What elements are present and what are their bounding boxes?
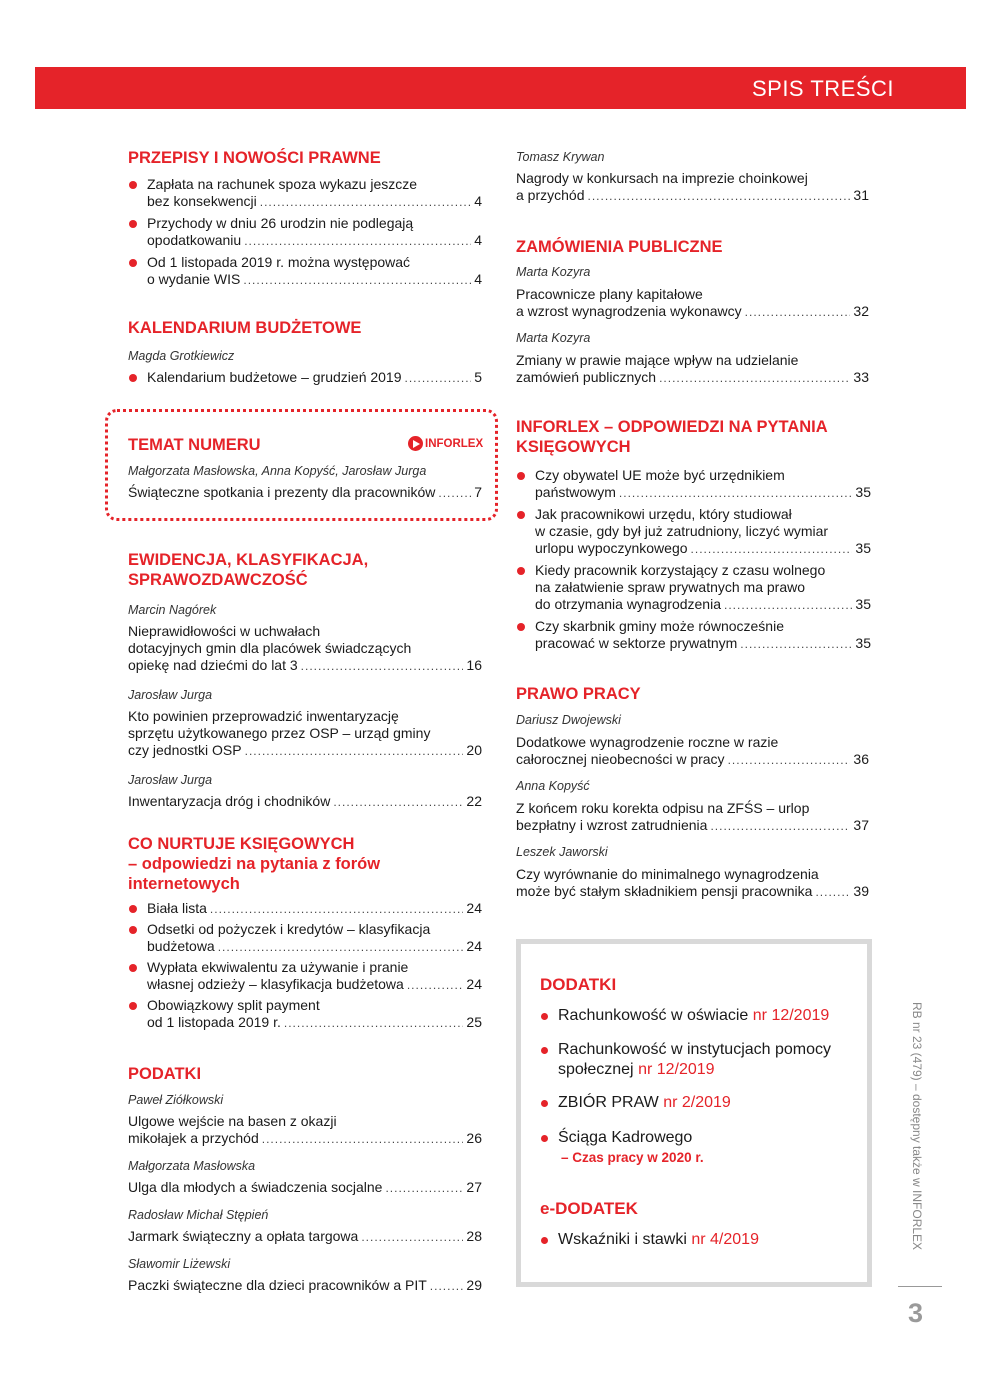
- toc-item-text: Czy skarbnik gminy może równocześnie: [535, 618, 784, 634]
- toc-item[interactable]: [128, 1277, 482, 1295]
- side-caption-text: RB nr 23 (479) – dostępny także w INFORLEX: [910, 1001, 924, 1251]
- supplement-name: społecznej: [558, 1061, 634, 1078]
- author: Anna Kopyść: [516, 779, 590, 793]
- toc-item-text: opiekę nad dziećmi do lat 3: [128, 657, 298, 673]
- author: Marta Kozyra: [516, 265, 591, 279]
- section-inforlex: [516, 417, 871, 653]
- author: Paweł Ziółkowski: [128, 1093, 224, 1107]
- author: Sławomir Liżewski: [128, 1257, 231, 1271]
- page-number: 32: [853, 303, 869, 319]
- section-title: internetowych: [128, 875, 240, 893]
- page-title: SPIS TREŚCI: [751, 76, 894, 101]
- author: Marcin Nagórek: [128, 603, 217, 617]
- section-nurtuje: [128, 834, 482, 1032]
- page-number: 24: [466, 976, 482, 992]
- toc-item-text: sprzętu użytkowanego przez OSP – urząd gminy: [128, 725, 431, 741]
- section-title: EWIDENCJA, KLASYFIKACJA,: [128, 551, 369, 569]
- supplement-name: Ściąga Kadrowego: [558, 1129, 693, 1146]
- author: Marta Kozyra: [516, 331, 591, 345]
- toc-item[interactable]: [128, 484, 482, 502]
- supplement-name: ZBIÓR PRAW: [558, 1094, 659, 1111]
- toc-item-text: Czy wyrównanie do minimalnego wynagrodzenia: [516, 866, 819, 882]
- toc-item-text: Jak pracownikowi urzędu, który studiował: [535, 506, 792, 522]
- section-continued: [516, 149, 869, 205]
- toc-item[interactable]: [516, 734, 869, 769]
- section-prawo-pracy: [516, 684, 869, 901]
- toc-item-text: urlopu wypoczynkowego: [535, 540, 688, 556]
- toc-item-text: od 1 listopada 2019 r.: [147, 1014, 281, 1030]
- leader-dots: [245, 743, 464, 760]
- page-number: 7: [474, 484, 482, 500]
- toc-item-text: Świąteczne spotkania i prezenty dla pracowników: [128, 484, 436, 500]
- toc-item-text: Obowiązkowy split payment: [147, 997, 320, 1013]
- header-banner: [35, 67, 966, 109]
- toc-item[interactable]: [516, 170, 869, 205]
- toc-item-text: dotacyjnych gmin dla placówek świadczących: [128, 640, 412, 656]
- toc-item[interactable]: [128, 997, 482, 1032]
- page-number: 28: [466, 1228, 482, 1244]
- toc-item[interactable]: [516, 286, 869, 321]
- toc-item[interactable]: [516, 506, 871, 558]
- supplement-item[interactable]: [540, 1093, 860, 1113]
- supplements-box: [516, 939, 872, 1287]
- toc-item-text: zamówień publicznych: [516, 369, 657, 385]
- section-title: PRZEPISY I NOWOŚCI PRAWNE: [128, 149, 381, 167]
- toc-item-text: Czy obywatel UE może być urzędnikiem: [535, 467, 785, 483]
- toc-item-text: Zmiany w prawie mające wpływ na udzielanie: [516, 352, 799, 368]
- toc-item-text: Ulga dla młodych a świadczenia socjalne: [128, 1179, 383, 1195]
- section-kalendarium: [128, 318, 482, 387]
- leader-dots: [587, 188, 850, 205]
- page-number: 24: [466, 900, 482, 916]
- author: Małgorzata Masłowska: [128, 1159, 256, 1173]
- toc-item[interactable]: [516, 562, 871, 614]
- section-title: CO NURTUJE KSIĘGOWYCH: [128, 835, 355, 853]
- toc-item-text: opodatkowaniu: [147, 232, 242, 248]
- toc-item[interactable]: [128, 254, 482, 289]
- toc-item-text: budżetowa: [147, 938, 215, 954]
- page-number: 26: [466, 1130, 482, 1146]
- toc-item-text: do otrzymania wynagrodzenia: [535, 596, 721, 612]
- leader-dots: [405, 370, 472, 387]
- supplement-issue: nr 12/2019: [752, 1007, 830, 1024]
- page-number: 33: [853, 369, 869, 385]
- toc-item-text: Inwentaryzacja dróg i chodników: [128, 793, 331, 809]
- toc-item-text: całorocznej nieobecności w pracy: [516, 751, 725, 767]
- logo-text: INFORLEX: [425, 437, 484, 450]
- supplement-name: Rachunkowość w oświacie: [558, 1007, 749, 1024]
- page-number: 16: [466, 657, 482, 673]
- leader-dots: [244, 233, 471, 250]
- supplement-item[interactable]: [540, 1040, 860, 1080]
- leader-dots: [659, 370, 850, 387]
- toc-item[interactable]: [128, 369, 482, 387]
- section-title: ZAMÓWIENIA PUBLICZNE: [516, 238, 723, 256]
- leader-dots: [745, 304, 851, 321]
- section-title: PODATKI: [128, 1065, 202, 1083]
- toc-item[interactable]: [128, 793, 482, 811]
- supplement-subtitle: – Czas pracy w 2020 r.: [561, 1150, 704, 1165]
- play-icon: [408, 436, 423, 451]
- supplement-issue: nr 2/2019: [663, 1094, 731, 1111]
- supplement-name: Rachunkowość w instytucjach pomocy: [558, 1041, 832, 1058]
- section-podatki: [128, 1064, 482, 1295]
- page-number: 35: [855, 596, 871, 612]
- toc-item-text: Biała lista: [147, 900, 207, 916]
- page-number-footer: 3: [908, 1298, 924, 1328]
- toc-item-text: na załatwienie spraw prywatnych ma prawo: [535, 579, 806, 595]
- toc-item-text: Od 1 listopada 2019 r. można występować: [147, 254, 411, 270]
- leader-dots: [260, 194, 471, 211]
- toc-item[interactable]: [128, 1179, 482, 1197]
- divider: [898, 1286, 942, 1287]
- leader-dots: [619, 485, 853, 502]
- toc-item-text: pracować w sektorze prywatnym: [535, 635, 738, 651]
- leader-dots: [724, 597, 852, 614]
- toc-item-text: państwowym: [535, 484, 616, 500]
- side-caption: [910, 988, 924, 1264]
- toc-item-text: czy jednostki OSP: [128, 742, 242, 758]
- supplement-issue: nr 12/2019: [638, 1061, 715, 1078]
- page-number: 37: [853, 817, 869, 833]
- toc-item[interactable]: [128, 959, 482, 994]
- toc-item[interactable]: [128, 1113, 482, 1148]
- author: Magda Grotkiewicz: [128, 349, 235, 363]
- toc-item-text: bezpłatny i wzrost zatrudnienia: [516, 817, 708, 833]
- section-przepisy: [128, 148, 482, 289]
- toc-item-text: Nieprawidłowości w uchwałach: [128, 623, 321, 639]
- toc-item[interactable]: [128, 215, 482, 250]
- toc-item[interactable]: [516, 800, 869, 835]
- toc-item[interactable]: [516, 467, 871, 502]
- supplement-item[interactable]: [540, 1006, 860, 1026]
- toc-item-text: własnej odzieży – klasyfikacja budżetowa: [147, 976, 404, 992]
- toc-item-text: Z końcem roku korekta odpisu na ZFŚS – urlop: [516, 800, 810, 816]
- leader-dots: [430, 1278, 464, 1295]
- toc-item[interactable]: [128, 623, 482, 675]
- leader-dots: [243, 272, 471, 289]
- author: Jarosław Jurga: [128, 773, 213, 787]
- leader-dots: [210, 901, 464, 918]
- toc-item-text: Odsetki od pożyczek i kredytów – klasyfikacja: [147, 921, 431, 937]
- toc-item[interactable]: [128, 921, 482, 956]
- page-number: 35: [855, 635, 871, 651]
- author: Jarosław Jurga: [128, 688, 213, 702]
- toc-item-text: w czasie, gdy był już zatrudniony, liczyć wymiar: [535, 523, 829, 539]
- leader-dots: [815, 884, 850, 901]
- toc-item-text: a przychód: [516, 187, 585, 203]
- toc-item-text: Kalendarium budżetowe – grudzień 2019: [147, 369, 402, 385]
- page-number: 25: [466, 1014, 482, 1030]
- e-supplement-title: e-DODATEK: [540, 1199, 638, 1218]
- toc-item-text: Zapłata na rachunek spoza wykazu jeszcze: [147, 176, 418, 192]
- leader-dots: [710, 818, 850, 835]
- toc-item-text: Kiedy pracownik korzystający z czasu wolnego: [535, 562, 826, 578]
- leader-dots: [218, 939, 464, 956]
- toc-item-text: Przychody w dniu 26 urodzin nie podlegają: [147, 215, 414, 231]
- supplement-item[interactable]: [540, 1230, 860, 1250]
- toc-item[interactable]: [128, 1228, 482, 1246]
- supplement-name: Wskaźniki i stawki: [558, 1231, 687, 1248]
- leader-dots: [740, 636, 852, 653]
- page-number: 27: [466, 1179, 482, 1195]
- page-number: 4: [474, 193, 482, 209]
- toc-item-text: Dodatkowe wynagrodzenie roczne w razie: [516, 734, 779, 750]
- toc-item-text: bez konsekwencji: [147, 193, 257, 209]
- supplement-item[interactable]: [540, 1128, 860, 1148]
- page-number: 5: [474, 369, 482, 385]
- leader-dots: [728, 752, 851, 769]
- page-number: 22: [466, 793, 482, 809]
- section-title: PRAWO PRACY: [516, 685, 641, 703]
- supplement-issue: nr 4/2019: [691, 1231, 759, 1248]
- author: Małgorzata Masłowska, Anna Kopyść, Jarosław Jurga: [128, 464, 427, 478]
- toc-item[interactable]: [128, 176, 482, 211]
- section-title: KSIĘGOWYCH: [516, 438, 631, 456]
- page-number: 24: [466, 938, 482, 954]
- leader-dots: [407, 977, 464, 994]
- page-number: 39: [853, 883, 869, 899]
- author: Radosław Michał Stępień: [128, 1208, 269, 1222]
- toc-item[interactable]: [128, 708, 482, 760]
- page-number: 20: [466, 742, 482, 758]
- section-title: TEMAT NUMERU: [128, 436, 261, 454]
- author: Tomasz Krywan: [516, 150, 605, 164]
- toc-item-text: Pracownicze plany kapitałowe: [516, 286, 703, 302]
- page-number: 4: [474, 271, 482, 287]
- leader-dots: [284, 1015, 464, 1032]
- page-number: 29: [466, 1277, 482, 1293]
- section-zamowienia: [516, 237, 869, 387]
- section-title: INFORLEX – ODPOWIEDZI NA PYTANIA: [516, 418, 828, 436]
- page-number: 4: [474, 232, 482, 248]
- toc-item[interactable]: [516, 352, 869, 387]
- leader-dots: [438, 485, 471, 502]
- leader-dots: [385, 1180, 463, 1197]
- toc-item-text: Ulgowe wejście na basen z okazji: [128, 1113, 337, 1129]
- author: Dariusz Dwojewski: [516, 713, 621, 727]
- toc-item[interactable]: [128, 900, 482, 918]
- toc-item[interactable]: [516, 618, 871, 653]
- toc-item-text: Kto powinien przeprowadzić inwentaryzację: [128, 708, 399, 724]
- toc-item-text: o wydanie WIS: [147, 271, 241, 287]
- toc-item-text: Nagrody w konkursach na imprezie choinkowej: [516, 170, 808, 186]
- section-title: – odpowiedzi na pytania z forów: [128, 855, 381, 873]
- section-title: KALENDARIUM BUDŻETOWE: [128, 319, 362, 337]
- page-number: 36: [853, 751, 869, 767]
- supplements-title: DODATKI: [540, 975, 617, 994]
- leader-dots: [333, 794, 463, 811]
- toc-item[interactable]: [516, 866, 869, 901]
- page-number: 35: [855, 540, 871, 556]
- toc-item-text: Wypłata ekwiwalentu za używanie i pranie: [147, 959, 409, 975]
- page-number: 35: [855, 484, 871, 500]
- page-number: 31: [853, 187, 869, 203]
- toc-item-text: Paczki świąteczne dla dzieci pracowników a PIT: [128, 1277, 427, 1293]
- section-title: SPRAWOZDAWCZOŚĆ: [128, 571, 308, 589]
- leader-dots: [361, 1229, 463, 1246]
- author: Leszek Jaworski: [516, 845, 608, 859]
- toc-item-text: Jarmark świąteczny a opłata targowa: [128, 1228, 359, 1244]
- inforlex-logo: [408, 436, 483, 451]
- toc-item-text: mikołajek a przychód: [128, 1130, 259, 1146]
- leader-dots: [301, 658, 464, 675]
- leader-dots: [262, 1131, 464, 1148]
- section-ewidencja: [128, 550, 482, 811]
- toc-item-text: a wzrost wynagrodzenia wykonawcy: [516, 303, 742, 319]
- toc-item-text: może być stałym składnikiem pensji pracownika: [516, 883, 813, 899]
- leader-dots: [691, 541, 853, 558]
